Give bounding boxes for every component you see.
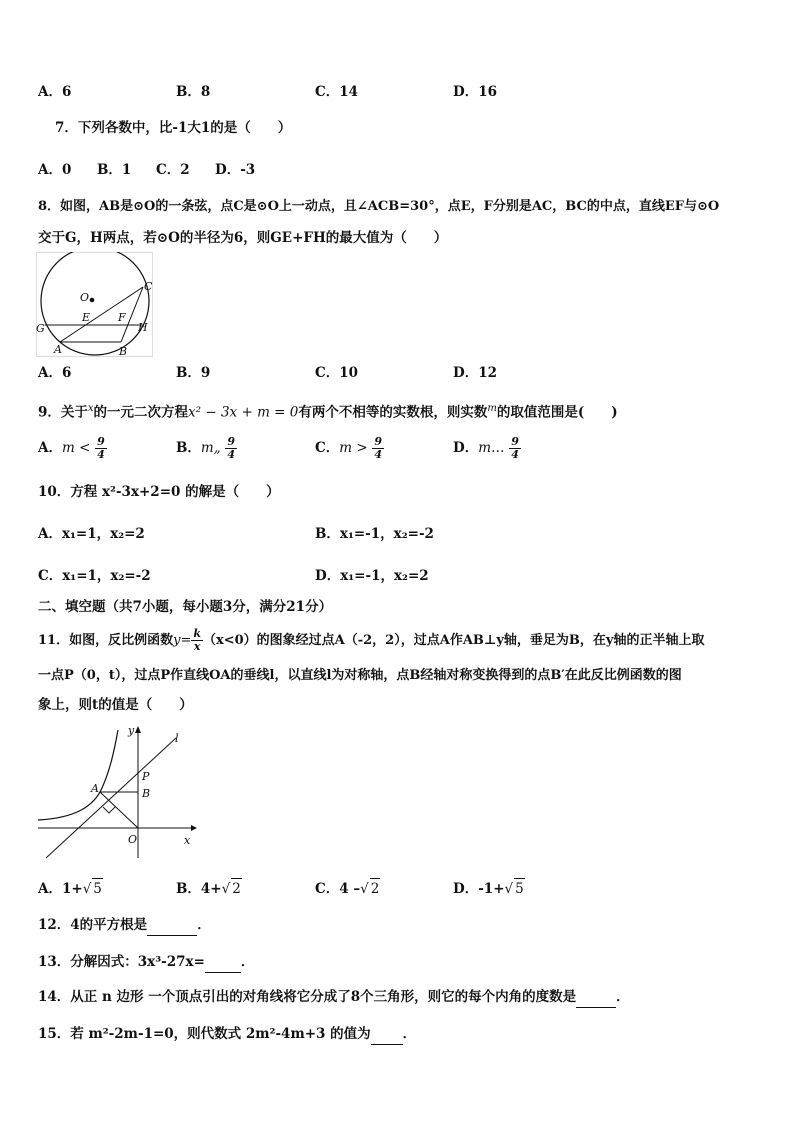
- frac-den-x: x: [193, 640, 201, 653]
- q9-option-c-label: C．: [315, 440, 340, 456]
- q12-stem: 12．4的平方根是: [38, 917, 148, 933]
- frac-den: 4: [374, 448, 383, 461]
- fraction-9-4: [95, 436, 107, 461]
- q7-option-b: B．1: [97, 162, 132, 178]
- q8-circle-figure: [36, 252, 154, 358]
- q9-option-b-expr: m„: [200, 440, 221, 456]
- q13: [38, 952, 254, 973]
- q9-option-c: [315, 436, 384, 461]
- q8-stem-line1: 8．如图，AB是⊙O的一条弦，点C是⊙O上一动点，且∠ACB=30°，点E，F分别是AC，BC的中点，直线EF与⊙O: [38, 199, 720, 214]
- q10-option-c: C．x₁=1，x₂=-2: [38, 568, 151, 584]
- q11-option-d-radicand: 5: [514, 878, 525, 899]
- q13-stem: 13．分解因式：3x³-27x=: [38, 954, 205, 970]
- q7-option-c: C．2: [156, 162, 190, 178]
- q6-option-a: A．6: [38, 84, 72, 100]
- q11-graph-figure: [36, 722, 198, 862]
- label-x: x: [184, 834, 191, 847]
- label-h: H: [138, 321, 148, 334]
- q9-var-x: x: [87, 403, 94, 414]
- label-g: G: [36, 322, 45, 335]
- q11-option-c: C．4 –√ 2: [315, 878, 380, 899]
- q13-answer-blank[interactable]: [205, 952, 241, 973]
- q6-option-b: B．8: [176, 84, 211, 100]
- q14-end: ．: [616, 989, 630, 1005]
- section2-title: 二、填空题（共7小题，每小题3分，满分21分）: [38, 599, 333, 615]
- q6-option-c: C．14: [315, 84, 359, 100]
- q11-option-d: D．-1+√ 5: [453, 878, 525, 899]
- q8-option-d: D．12: [453, 365, 497, 381]
- label-l: l: [175, 732, 179, 745]
- label-o: O: [128, 833, 138, 846]
- q11-option-c-pre: C．4 –: [315, 881, 361, 897]
- q7-option-a: A．0: [38, 162, 72, 178]
- q11-option-a-radicand: 5: [92, 878, 103, 899]
- q11-option-c-radicand: 2: [370, 878, 381, 899]
- q15: [38, 1024, 416, 1045]
- q9-option-b-label: B．: [176, 440, 201, 456]
- frac-num: 9: [227, 435, 236, 448]
- q9-option-a-label: A．: [38, 440, 62, 456]
- fraction-9-4: [225, 436, 237, 461]
- q11-option-b-radicand: 2: [231, 878, 242, 899]
- frac-num: 9: [374, 435, 383, 448]
- q9-stem-mid2: 有两个不相等的实数根，则实数: [298, 404, 488, 421]
- q10-option-a: A．x₁=1，x₂=2: [38, 526, 145, 542]
- q8-option-b: B．9: [176, 365, 211, 381]
- q14-answer-blank[interactable]: [576, 987, 616, 1008]
- label-y: y: [128, 724, 135, 737]
- q11-option-b-pre: B．4+: [176, 881, 222, 897]
- frac-num: 9: [97, 435, 105, 448]
- q11-option-a: A．1+√ 5: [38, 878, 103, 899]
- fraction-9-4: [509, 436, 521, 461]
- q11-stem-l1b: （x<0）的图象经过点A（-2，2），过点A作AB⊥y轴，垂足为B，在y轴的正半轴上取: [202, 633, 705, 648]
- q15-end: ．: [402, 1026, 417, 1042]
- q11-stem-line1: [38, 628, 704, 653]
- label-f: F: [118, 311, 126, 324]
- q14-stem: 14．从正 n 边形 一个顶点引出的对角线将它分成了8个三角形，则它的每个内角的度数是: [38, 989, 577, 1005]
- label-a: A: [54, 343, 62, 356]
- frac-num: 9: [511, 435, 519, 448]
- q9-option-c-expr: m >: [339, 440, 368, 456]
- q10-option-b: B．x₁=-1，x₂=-2: [315, 526, 434, 542]
- q9-stem: [38, 399, 618, 423]
- label-b: B: [142, 787, 151, 800]
- q8-option-a: A．6: [38, 365, 72, 381]
- q11-option-b: B．4+√ 2: [176, 878, 242, 899]
- q8-option-c: C．10: [315, 365, 359, 381]
- q15-stem: 15．若 m²-2m-1=0，则代数式 2m²-4m+3 的值为: [38, 1026, 371, 1042]
- q11-stem-line2: 一点P（0，t），过点P作直线OA的垂线l，以直线l为对称轴，点B经轴对称变换得到的点B′在此反比例函数的图: [38, 668, 682, 683]
- q9-option-d: [453, 436, 521, 461]
- q9-option-d-label: D．: [453, 440, 479, 456]
- q9-option-d-expr: m…: [478, 440, 505, 456]
- label-c: C: [144, 280, 153, 293]
- center-point: [90, 298, 95, 303]
- q9-option-a-expr: m <: [61, 440, 91, 456]
- q15-answer-blank[interactable]: [371, 1024, 403, 1045]
- q9-option-b: [176, 436, 237, 461]
- q9-stem-pre: 9．关于: [38, 404, 88, 421]
- label-o: O: [80, 291, 90, 304]
- label-e: E: [82, 311, 91, 324]
- q12: [38, 915, 211, 936]
- fraction-9-4: [372, 436, 384, 461]
- label-b: B: [119, 345, 128, 358]
- frac-num-k: k: [193, 627, 201, 640]
- frac-den: 4: [97, 448, 105, 461]
- q9-stem-post: 的取值范围是( ): [496, 404, 618, 421]
- q10-option-d: D．x₁=-1，x₂=2: [315, 568, 429, 584]
- q13-end: ．: [240, 954, 255, 970]
- q11-option-d-pre: D．-1+: [453, 881, 505, 897]
- q11-option-a-pre: A．1+: [38, 881, 83, 897]
- q10-stem: 10．方程 x²-3x+2=0 的解是（ ）: [38, 484, 280, 500]
- frac-den: 4: [511, 448, 519, 461]
- q6-option-d: D．16: [453, 84, 497, 100]
- q11-stem-line3: 象上，则t的值是（ ）: [38, 697, 193, 713]
- q14: [38, 987, 630, 1008]
- q7-stem: 7．下列各数中，比-1大1的是（ ）: [55, 120, 292, 136]
- q12-end: ．: [197, 917, 211, 933]
- q11-func-left: y=: [173, 633, 192, 648]
- q8-stem-line2: 交于G，H两点，若⊙O的半径为6，则GE+FH的最大值为（ ）: [38, 230, 448, 246]
- frac-den: 4: [227, 448, 236, 461]
- label-a: A: [91, 782, 99, 795]
- q9-equation: x² − 3x + m = 0: [188, 404, 299, 421]
- label-p: P: [142, 770, 150, 783]
- q9-var-m: m: [487, 403, 497, 414]
- q9-option-a: [38, 436, 107, 461]
- q11-stem-l1a: 11．如图，反比例函数: [38, 633, 174, 648]
- q12-answer-blank[interactable]: [147, 915, 197, 936]
- q9-stem-mid: 的一元二次方程: [93, 404, 189, 421]
- q7-option-d: D．-3: [215, 162, 256, 178]
- fraction-k-x: [191, 628, 203, 653]
